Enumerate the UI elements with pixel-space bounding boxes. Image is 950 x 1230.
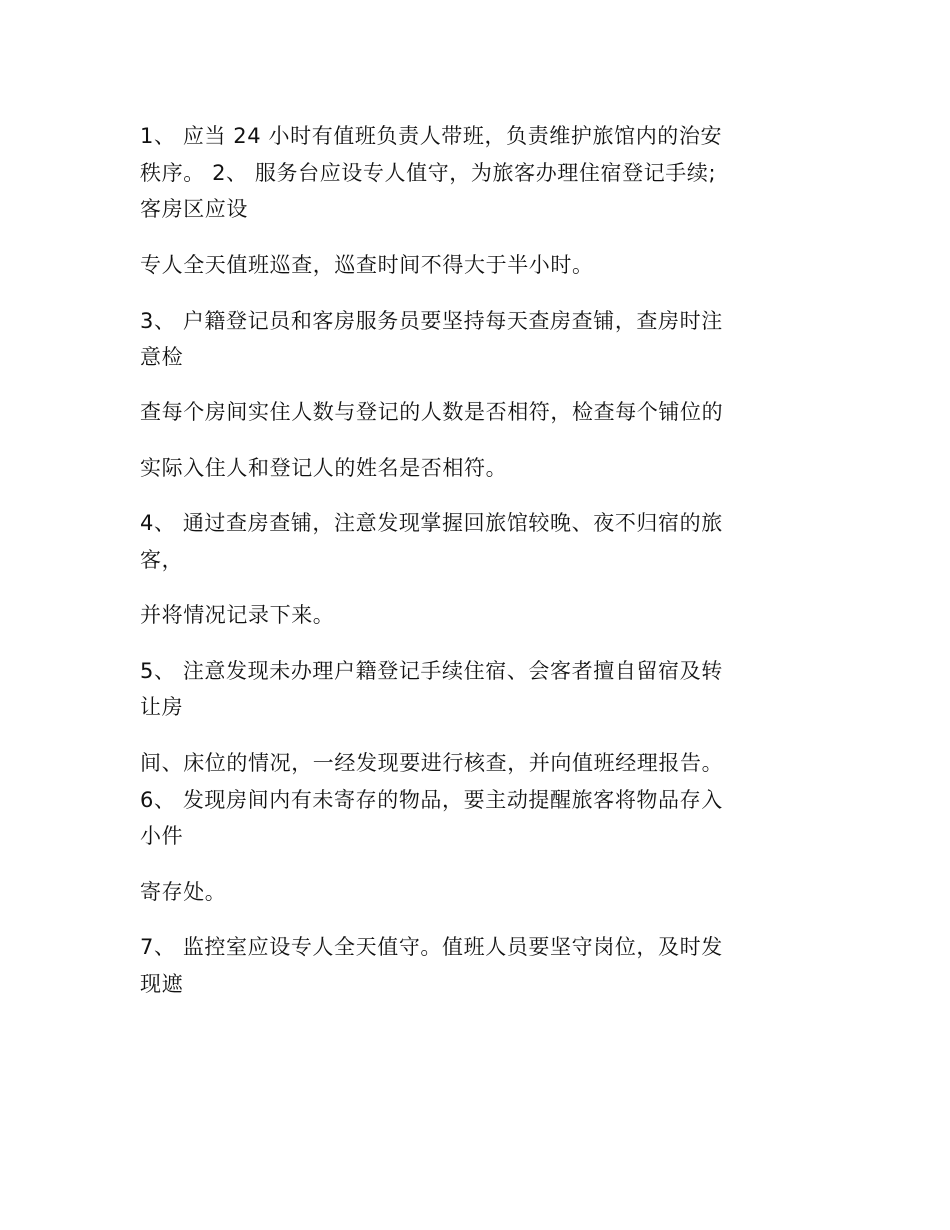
text-line: 3、 户籍登记员和客房服务员要坚持每天查房查铺，查房时注 [140, 309, 723, 333]
text-line: 客房区应设 [140, 197, 248, 221]
text-line: 现遮 [140, 972, 184, 996]
text-line: 7、 监控室应设专人全天值守。值班人员要坚守岗位，及时发 [140, 935, 723, 959]
text-line: 实际入住人和登记人的姓名是否相符。 [140, 456, 508, 480]
text-line: 寄存处。 [140, 880, 227, 904]
text-line: 客， [140, 548, 184, 572]
text-line: 4、 通过查房查铺，注意发现掌握回旅馆较晚、夜不归宿的旅 [140, 511, 723, 535]
text-line: 5、 注意发现未办理户籍登记手续住宿、会客者擅自留宿及转 [140, 659, 723, 683]
text-line: 让房 [140, 695, 184, 719]
text-line: 查每个房间实住人数与登记的人数是否相符，检查每个铺位的 [140, 400, 724, 424]
text-line: 间、床位的情况，一经发现要进行核查，并向值班经理报告。 [140, 751, 724, 775]
text-line: 秩序。 2、 服务台应设专人值守，为旅客办理住宿登记手续; [140, 161, 717, 185]
text-line: 并将情况记录下来。 [140, 603, 335, 627]
text-line: 1、 应当 24 小时有值班负责人带班，负责维护旅馆内的治安 [140, 124, 723, 148]
text-line: 意检 [140, 345, 184, 369]
text-line: 6、 发现房间内有未寄存的物品，要主动提醒旅客将物品存入 [140, 788, 723, 812]
text-line: 小件 [140, 824, 184, 848]
text-line: 专人全天值班巡查，巡查时间不得大于半小时。 [140, 253, 594, 277]
